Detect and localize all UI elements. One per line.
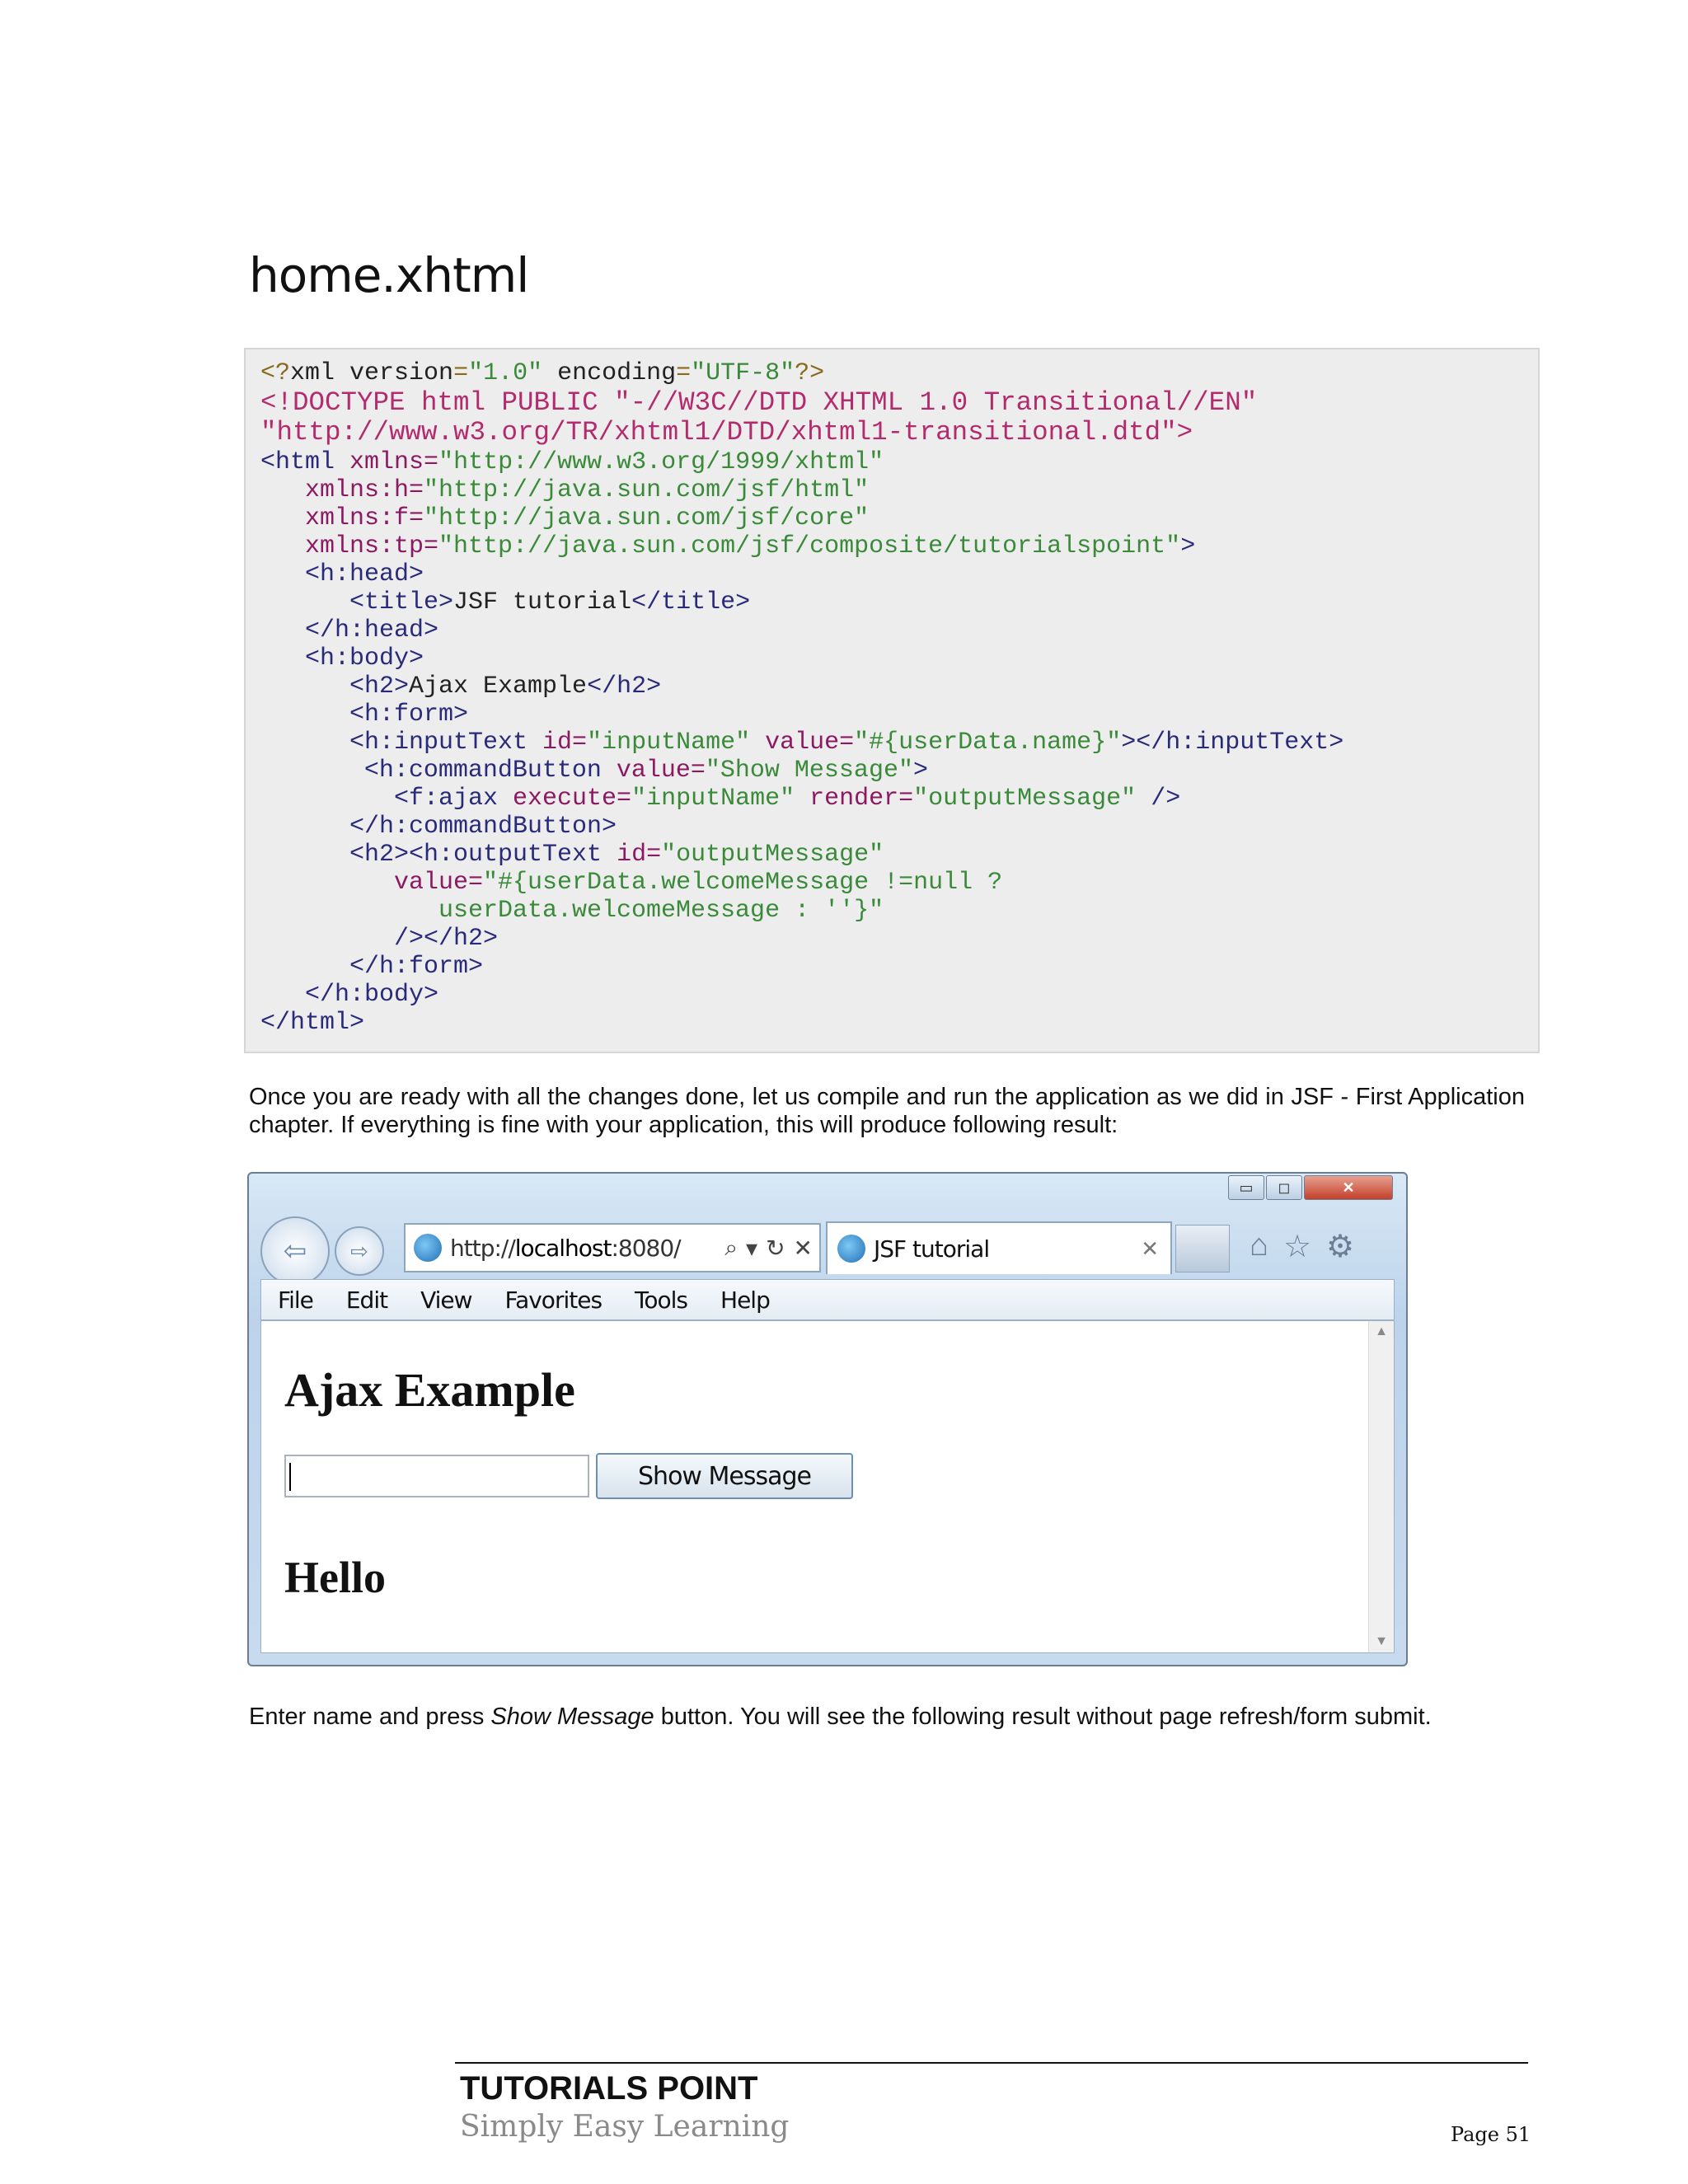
code-line: <h2>Ajax Example</h2>: [349, 673, 662, 701]
forward-arrow-icon[interactable]: ⇨: [335, 1226, 384, 1276]
section-heading: home.xhtml: [249, 247, 529, 303]
output-message: Hello: [284, 1553, 386, 1602]
menu-bar: [260, 1279, 1395, 1320]
home-icon[interactable]: ⌂: [1250, 1228, 1268, 1263]
code-line: <f:ajax execute="inputName" render="outputMessage" />: [394, 785, 1181, 813]
code-line: "http://www.w3.org/TR/xhtml1/DTD/xhtml1-transitional.dtd">: [260, 417, 1193, 448]
code-line: userData.welcomeMessage : ''}": [438, 897, 884, 925]
paragraph-intro: Once you are ready with all the changes done, let us compile and run the application as we did in JSF - First Application chapter. If everything is fine with your application, this will produce following result:: [249, 1084, 1525, 1138]
page-number: Page 51: [1451, 2123, 1531, 2146]
code-line: <!DOCTYPE html PUBLIC "-//W3C//DTD XHTML 1.0 Transitional//EN": [260, 387, 1258, 418]
refresh-icon[interactable]: ↻: [766, 1235, 785, 1261]
search-icon[interactable]: ⌕: [724, 1234, 738, 1260]
code-line: </h:body>: [305, 981, 439, 1009]
menu-tools[interactable]: Tools: [635, 1286, 688, 1314]
code-line: <h:body>: [305, 644, 424, 673]
menu-file[interactable]: File: [278, 1286, 313, 1314]
footer-brand: TUTORIALS POINT: [460, 2070, 758, 2107]
back-arrow-icon[interactable]: ⇦: [260, 1216, 330, 1286]
favorites-star-icon[interactable]: ☆: [1282, 1230, 1312, 1264]
code-line: <h:commandButton value="Show Message">: [363, 757, 928, 785]
code-line: <h:inputText id="inputName" value="#{userData.name}"></h:inputText>: [349, 729, 1344, 757]
code-line: </html>: [260, 1009, 365, 1037]
name-input[interactable]: [284, 1455, 589, 1497]
new-tab-button[interactable]: [1175, 1225, 1230, 1272]
code-line: </h:commandButton>: [349, 813, 617, 841]
code-line: value="#{userData.welcomeMessage !=null ?: [394, 869, 1003, 897]
vertical-scrollbar[interactable]: [1368, 1321, 1394, 1652]
stop-icon[interactable]: ✕: [793, 1235, 813, 1261]
tab-title: JSF tutorial: [874, 1235, 990, 1263]
page-viewport: [260, 1320, 1395, 1653]
close-icon[interactable]: ✕: [1304, 1175, 1393, 1200]
address-bar[interactable]: [404, 1223, 821, 1272]
code-block: [244, 348, 1540, 1053]
footer-tagline: Simply Easy Learning: [460, 2110, 790, 2144]
tab-close-icon[interactable]: ✕: [1141, 1235, 1159, 1261]
show-message-button[interactable]: Show Message: [596, 1453, 853, 1499]
menu-edit[interactable]: Edit: [345, 1286, 388, 1314]
code-line: <h:head>: [305, 560, 424, 588]
code-line: </h:head>: [305, 616, 439, 644]
code-line: </h:form>: [349, 953, 484, 981]
scroll-up-icon[interactable]: ▲: [1375, 1324, 1388, 1338]
code-line: <h2><h:outputText id="outputMessage": [349, 841, 884, 869]
dropdown-icon[interactable]: ▾: [746, 1235, 758, 1261]
menu-view[interactable]: View: [420, 1286, 472, 1314]
scroll-down-icon[interactable]: ▼: [1375, 1634, 1388, 1648]
menu-help[interactable]: Help: [720, 1286, 770, 1314]
browser-screenshot: [247, 1172, 1408, 1666]
window-controls: [1228, 1175, 1393, 1200]
code-line: <html xmlns="http://www.w3.org/1999/xhtml": [260, 448, 884, 476]
address-url: http://localhost:8080/: [450, 1234, 681, 1262]
page-heading: Ajax Example: [284, 1363, 575, 1417]
browser-tab[interactable]: [826, 1221, 1172, 1274]
menu-favorites[interactable]: Favorites: [504, 1286, 603, 1314]
code-line: <title>JSF tutorial</title>: [349, 588, 751, 616]
maximize-icon[interactable]: ◻: [1266, 1175, 1302, 1200]
code-line: <?xml version="1.0" encoding="UTF-8"?>: [260, 359, 825, 387]
code-line: xmlns:f="http://java.sun.com/jsf/core": [305, 504, 870, 532]
code-line: /></h2>: [394, 925, 499, 953]
paragraph-instruction: Enter name and press Show Message button. You will see the following result without page refresh/form submit.: [249, 1704, 1432, 1730]
minimize-icon[interactable]: ▭: [1228, 1175, 1264, 1200]
ie-logo-icon: [414, 1234, 442, 1262]
code-line: <h:form>: [349, 701, 469, 729]
code-line: xmlns:tp="http://java.sun.com/jsf/composite/tutorialspoint">: [305, 532, 1196, 560]
ie-logo-icon: [837, 1235, 865, 1263]
gear-icon[interactable]: ⚙: [1326, 1230, 1355, 1264]
footer-divider: [455, 2062, 1528, 2064]
code-line: xmlns:h="http://java.sun.com/jsf/html": [305, 476, 870, 504]
